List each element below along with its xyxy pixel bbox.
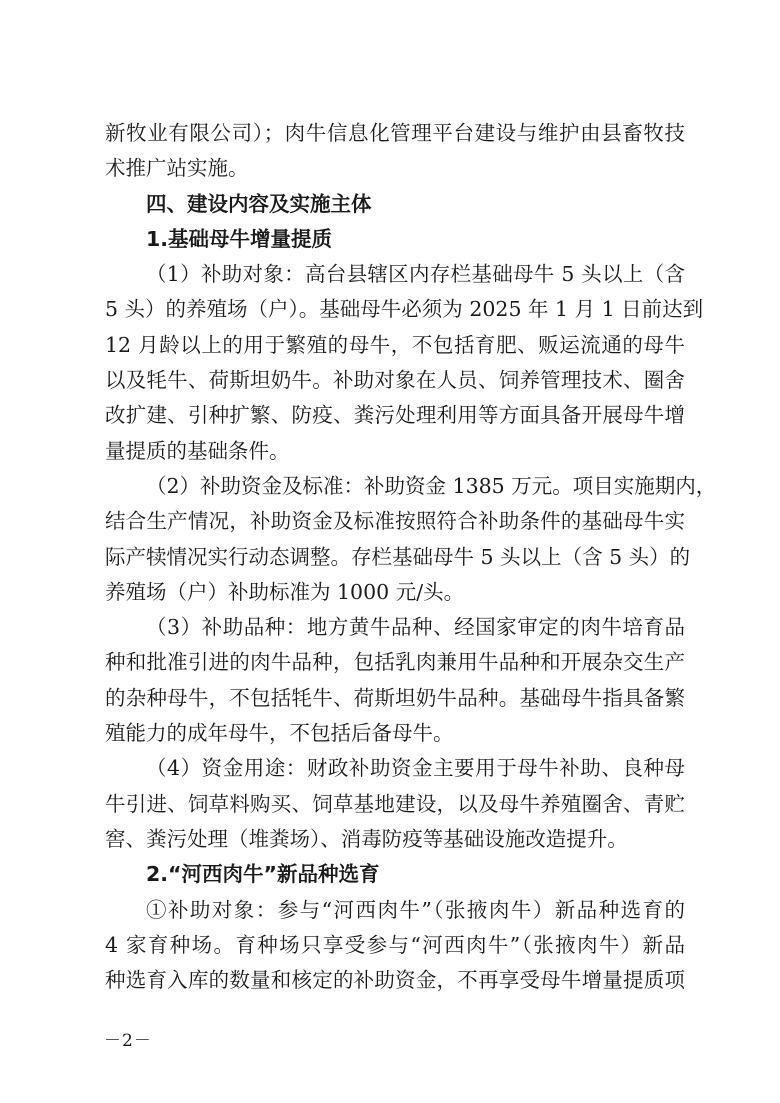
text-line: 殖能力的成年母牛，不包括后备母牛。	[105, 721, 454, 746]
text-line: 的杂种母牛，不包括牦牛、荷斯坦奶牛品种。基础母牛指具备繁	[105, 685, 685, 710]
text-line: 新牧业有限公司）；肉牛信息化管理平台建设与维护由县畜牧技	[105, 121, 685, 145]
text-line: 际产犊情况实行动态调整。存栏基础母牛 5 头以上（含 5 头）的	[105, 544, 691, 569]
text-line: 牛引进、饲草料购买、饲草基地建设，以及母牛养殖圈舍、青贮	[105, 791, 685, 816]
subsection-heading: 2.“河西肉牛”新品种选育	[146, 862, 380, 887]
text-line: 5 头）的养殖场（户）。基础母牛必须为 2025 年 1 月 1 日前达到	[105, 297, 704, 322]
text-line: 结合生产情况，补助资金及标准按照符合补助条件的基础母牛实	[105, 509, 685, 534]
text-line: （1）补助对象：高台县辖区内存栏基础母牛 5 头以上（含	[146, 262, 685, 287]
document-body	[105, 116, 717, 998]
text-line: 种选育入库的数量和核定的补助资金，不再享受母牛增量提质项	[105, 968, 685, 993]
text-line: 12 月龄以上的用于繁殖的母牛，不包括育肥、贩运流通的母牛	[105, 332, 685, 357]
text-line: 养殖场（户）补助标准为 1000 元/头。	[105, 579, 465, 604]
text-line: 量提质的基础条件。	[105, 438, 290, 463]
text-line: （2）补助资金及标准：补助资金 1385 万元。项目实施期内，	[146, 473, 717, 498]
subsection-heading: 1.基础母牛增量提质	[146, 226, 333, 251]
text-line: 种和批准引进的肉牛品种，包括乳肉兼用牛品种和开展杂交生产	[105, 650, 685, 675]
text-line: 改扩建、引种扩繁、防疫、粪污处理利用等方面具备开展母牛增	[105, 403, 685, 428]
text-line: ①补助对象：参与“河西肉牛”（张掖肉牛）新品种选育的	[146, 897, 685, 922]
text-line: 4 家育种场。育种场只享受参与“河西肉牛”（张掖肉牛）新品	[105, 932, 685, 957]
text-line: 术推广站实施。	[105, 156, 249, 181]
text-line: 以及牦牛、荷斯坦奶牛。补助对象在人员、饲养管理技术、圈舍	[105, 368, 685, 393]
page-number: －2－	[104, 1031, 152, 1051]
text-line: （4）资金用途：财政补助资金主要用于母牛补助、良种母	[146, 756, 685, 781]
text-line: 窖、粪污处理（堆粪场）、消毒防疫等基础设施改造提升。	[105, 826, 628, 851]
text-line: （3）补助品种：地方黄牛品种、经国家审定的肉牛培育品	[146, 615, 685, 640]
section-heading: 四、建设内容及实施主体	[146, 191, 372, 216]
